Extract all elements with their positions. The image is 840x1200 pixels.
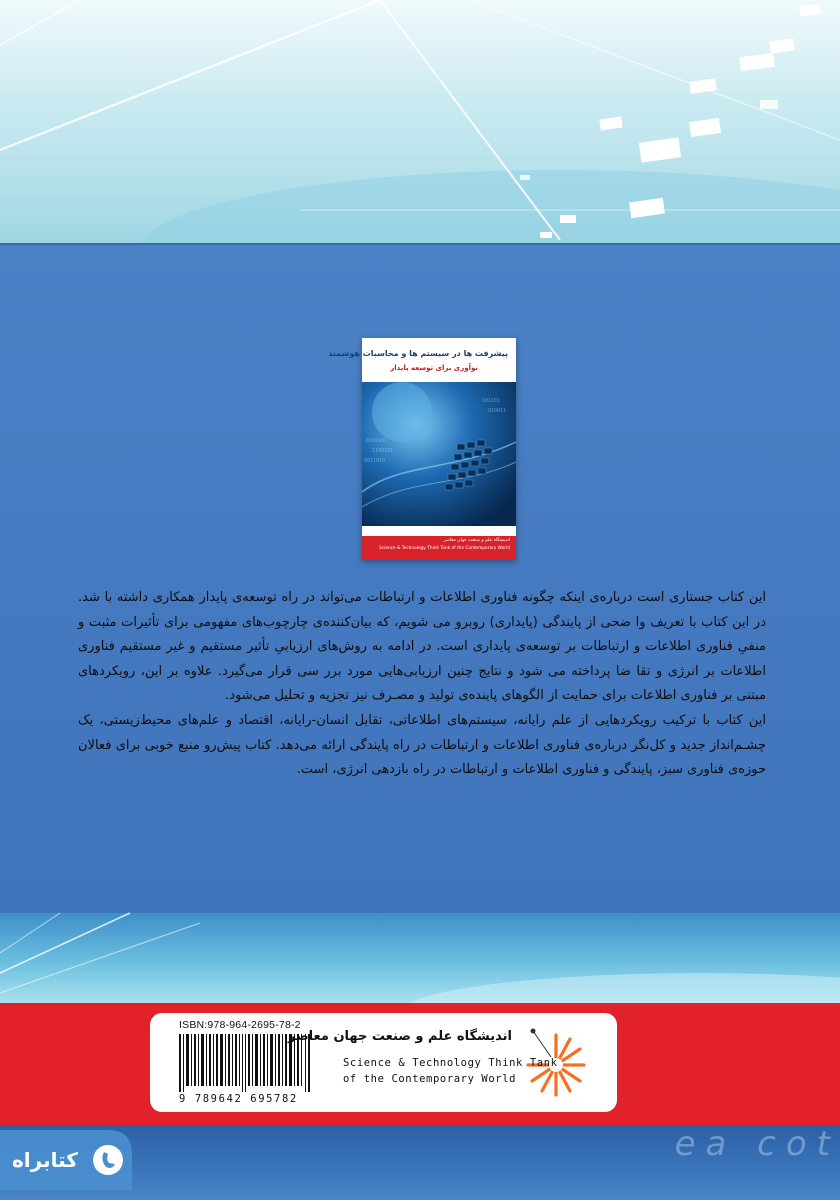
barcode-publisher-card [150,1013,617,1112]
book-cover-thumbnail [328,338,516,560]
svg-text:010011: 010011 [488,408,507,414]
book-subtitle: نوآوری برای توسعه پایدار [390,364,478,372]
barcode-digits: 9 789642 695782 [179,1093,298,1105]
light-rays-graphic [0,913,840,1005]
book-title: پیشرفت ها در سیستم ها و محاسبات هوشمند [328,349,508,358]
background-watermark-text: ea cot [674,1124,840,1164]
book-description [78,586,766,783]
book-publisher-en: Science & Technology Think Tank of the Contemporary World [379,546,510,551]
publisher-name-en-line1: Science & Technology Think Tank [343,1057,558,1069]
book-cover-header [328,338,516,382]
ketabrah-brand-label: کتابراه [12,1148,78,1172]
book-publisher-fa: اندیشگاه علم و صنعت جهان معاصر [443,538,510,543]
svg-text:0011010: 0011010 [364,458,386,464]
svg-text:1100101: 1100101 [372,448,394,454]
isbn-label: ISBN:978-964-2695-78-2 [179,1019,301,1031]
svg-text:0101101: 0101101 [366,438,388,444]
publisher-name-fa: اندیشگاه علم و صنعت جهان معاصر [288,1029,512,1044]
description-paragraph-2: این کتاب با ترکیب رویکردهایی از علم رایانه، سیستم‌های اطلاعاتی، تقابل انسان-رایانه، اقتصاد و علم‌های محیط‌زیستی، یک چشـم‌انداز جدید و کل‌نگر درباره‌ی فناوری اطلاعات و ارتباطات در راه پایندگی ارائه می‌دهد. کتاب پیش‌رو منبع خوبی برای فعالان حوزه‌ی فناوری سبز، پایندگی و فناوری اطلاعات و ارتباطات در راه بازدهی انرژی، است. [78,712,766,778]
description-paragraph-1: این کتاب جستاری است درباره‌ی اینکه چگونه فناوری اطلاعات و ارتباطات می‌تواند در راه توسعه‌ی پایدار همکاری داشته با شد. در این کتاب با تعریف وا ضحی از پایندگی (پایداری) روبرو می شویم، که بیان‌کننده‌ی چارچوب‌های مفهومی برای تأثیرات مثبت و منفیِ فناوری اطلاعات و ارتباطات بر توسعه‌ی پایداری است. در ادامه به روش‌های ارزیابیِ تأثیر مستقیم و غیر مستقیم فناوری اطلاعات بر انرژی و تقا ضا پرداخته می شود و نتایج چنین ارزیابی‌هایی مورد برر سی قرار می‌گیرد. علاوه بر این، رویکردهای مبتنی بر فناوری اطلاعات برای حمایت از الگوهای پاینده‌ی تولید و مصـرف نیز تجزیه و تحلیل می‌شود. [78,590,766,704]
book-cover-footer [362,526,516,560]
top-decorative-band [0,0,840,245]
publisher-name-en-line2: of the Contemporary World [343,1073,517,1085]
tech-lines-graphic [0,0,840,245]
keyboard-globe-image [362,382,516,526]
lower-decorative-band [0,913,840,1005]
svg-text:101101: 101101 [482,398,501,404]
